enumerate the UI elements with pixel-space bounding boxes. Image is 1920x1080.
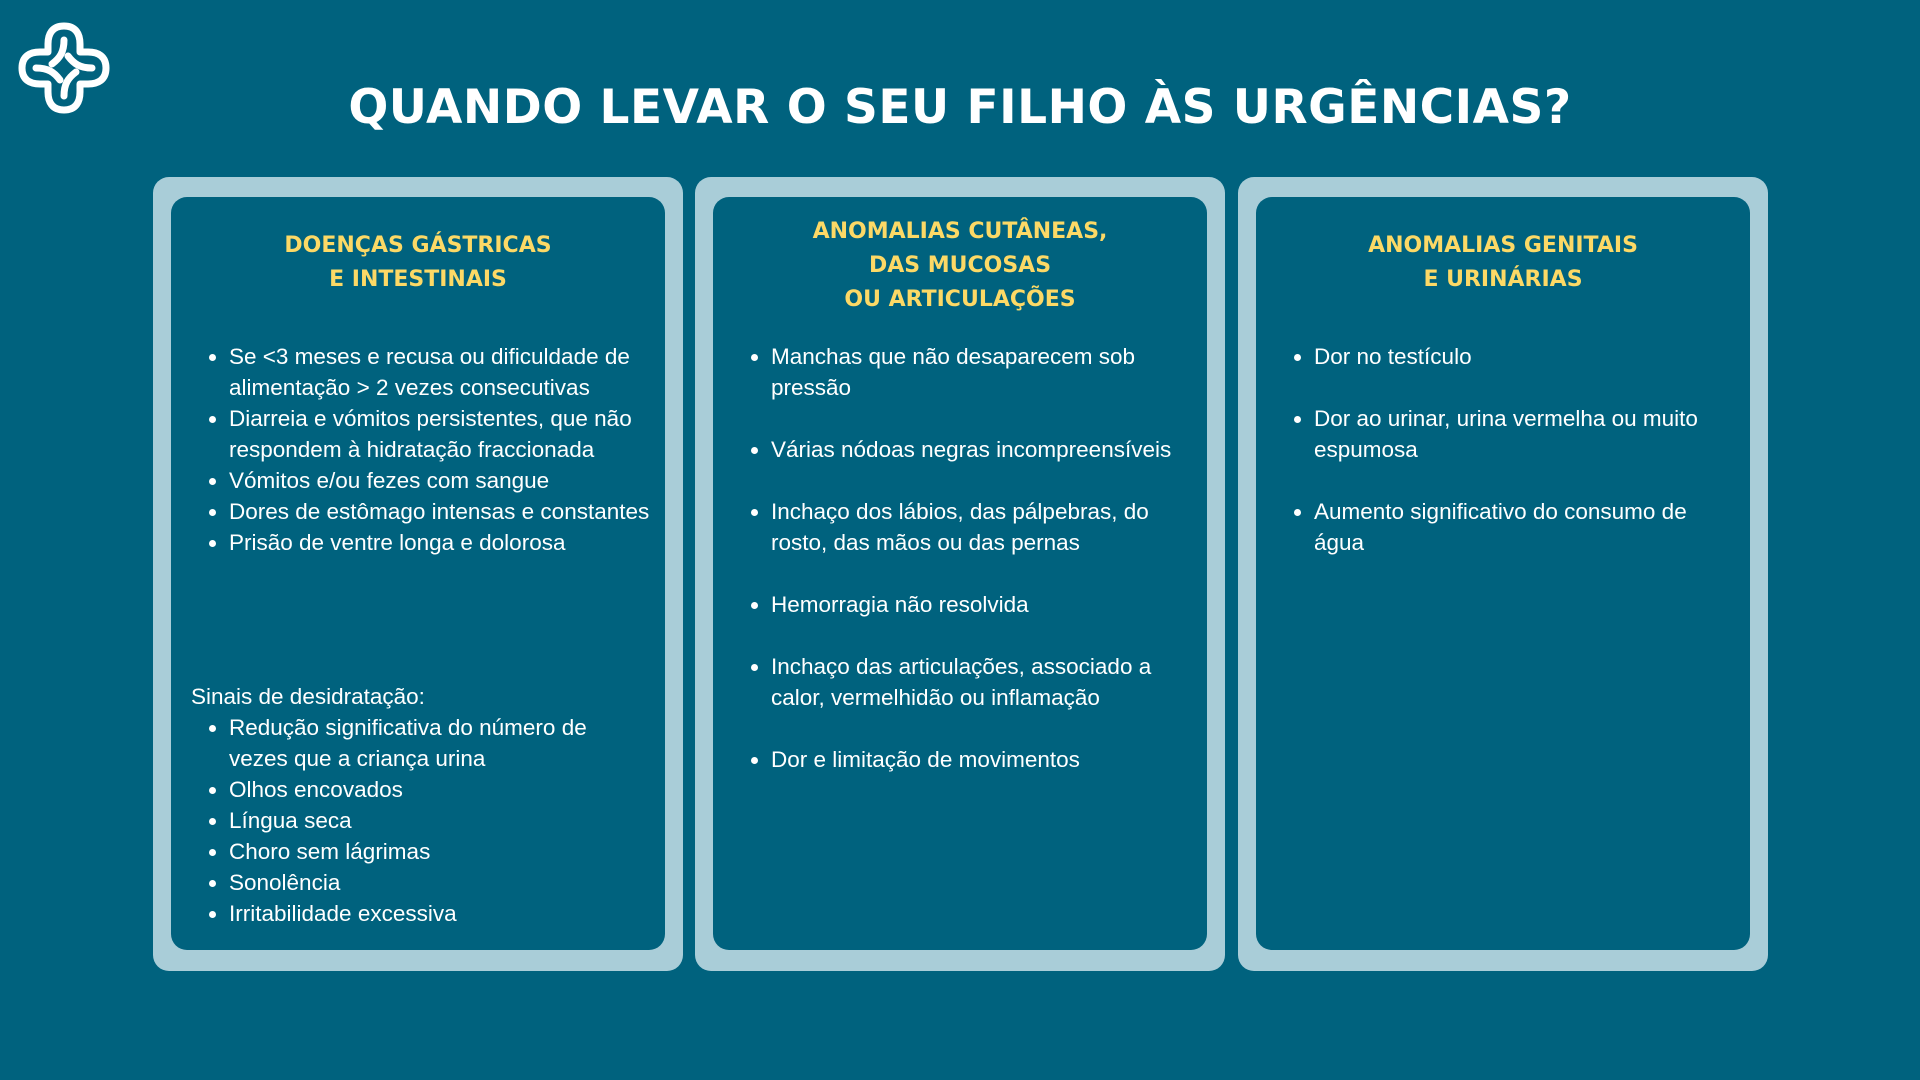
list-item: • Dor no testículo	[1314, 341, 1736, 372]
card-gastric	[153, 177, 683, 971]
list-item: • Inchaço das articulações, associado a calor, vermelhidão ou inflamação	[771, 651, 1193, 713]
list-item: • Inchaço dos lábios, das pálpebras, do rosto, das mãos ou das pernas	[771, 496, 1193, 558]
card-genital-title-line: ANOMALIAS GENITAIS	[1368, 233, 1638, 258]
card-skin-title-line: ANOMALIAS CUTÂNEAS,	[812, 219, 1108, 244]
list-item: • Hemorragia não resolvida	[771, 589, 1193, 620]
list-item: • Sonolência	[229, 867, 651, 898]
list-item: • Irritabilidade excessiva	[229, 898, 651, 929]
list-item: • Aumento significativo do consumo de água	[1314, 496, 1736, 558]
card-skin-title	[713, 215, 1207, 317]
card-skin-title-line: OU ARTICULAÇÕES	[844, 287, 1076, 312]
card-gastric-title-line: E INTESTINAIS	[329, 267, 507, 292]
list-item: • Choro sem lágrimas	[229, 836, 651, 867]
card-gastric-title-line: DOENÇAS GÁSTRICAS	[284, 233, 552, 258]
card-gastric-title	[171, 229, 665, 297]
list-item: • Dores de estômago intensas e constantes	[229, 496, 651, 527]
card-genital	[1238, 177, 1768, 971]
list-item: • Várias nódoas negras incompreensíveis	[771, 434, 1193, 465]
dehydration-list	[191, 712, 651, 929]
list-item: • Se <3 meses e recusa ou dificuldade de alimentação > 2 vezes consecutivas	[229, 341, 651, 403]
list-item: • Olhos encovados	[229, 774, 651, 805]
card-gastric-list	[191, 341, 651, 558]
list-item: • Diarreia e vómitos persistentes, que não respondem à hidratação fraccionada	[229, 403, 651, 465]
card-gastric-inner	[171, 197, 665, 950]
list-item: • Redução significativa do número de vezes que a criança urina	[229, 712, 651, 774]
card-genital-title	[1256, 229, 1750, 297]
list-item: • Língua seca	[229, 805, 651, 836]
dehydration-subheading: Sinais de desidratação:	[191, 684, 425, 709]
card-skin	[695, 177, 1225, 971]
card-genital-list	[1276, 341, 1736, 589]
list-item: • Dor ao urinar, urina vermelha ou muito espumosa	[1314, 403, 1736, 465]
page-title: QUANDO LEVAR O SEU FILHO ÀS URGÊNCIAS?	[348, 80, 1572, 135]
card-skin-title-line: DAS MUCOSAS	[868, 253, 1052, 278]
card-skin-list	[733, 341, 1193, 806]
list-item: • Prisão de ventre longa e dolorosa	[229, 527, 651, 558]
list-item: • Manchas que não desaparecem sob pressão	[771, 341, 1193, 403]
card-genital-inner	[1256, 197, 1750, 950]
card-genital-title-line: E URINÁRIAS	[1423, 267, 1583, 292]
card-skin-inner	[713, 197, 1207, 950]
list-item: • Vómitos e/ou fezes com sangue	[229, 465, 651, 496]
list-item: • Dor e limitação de movimentos	[771, 744, 1193, 775]
